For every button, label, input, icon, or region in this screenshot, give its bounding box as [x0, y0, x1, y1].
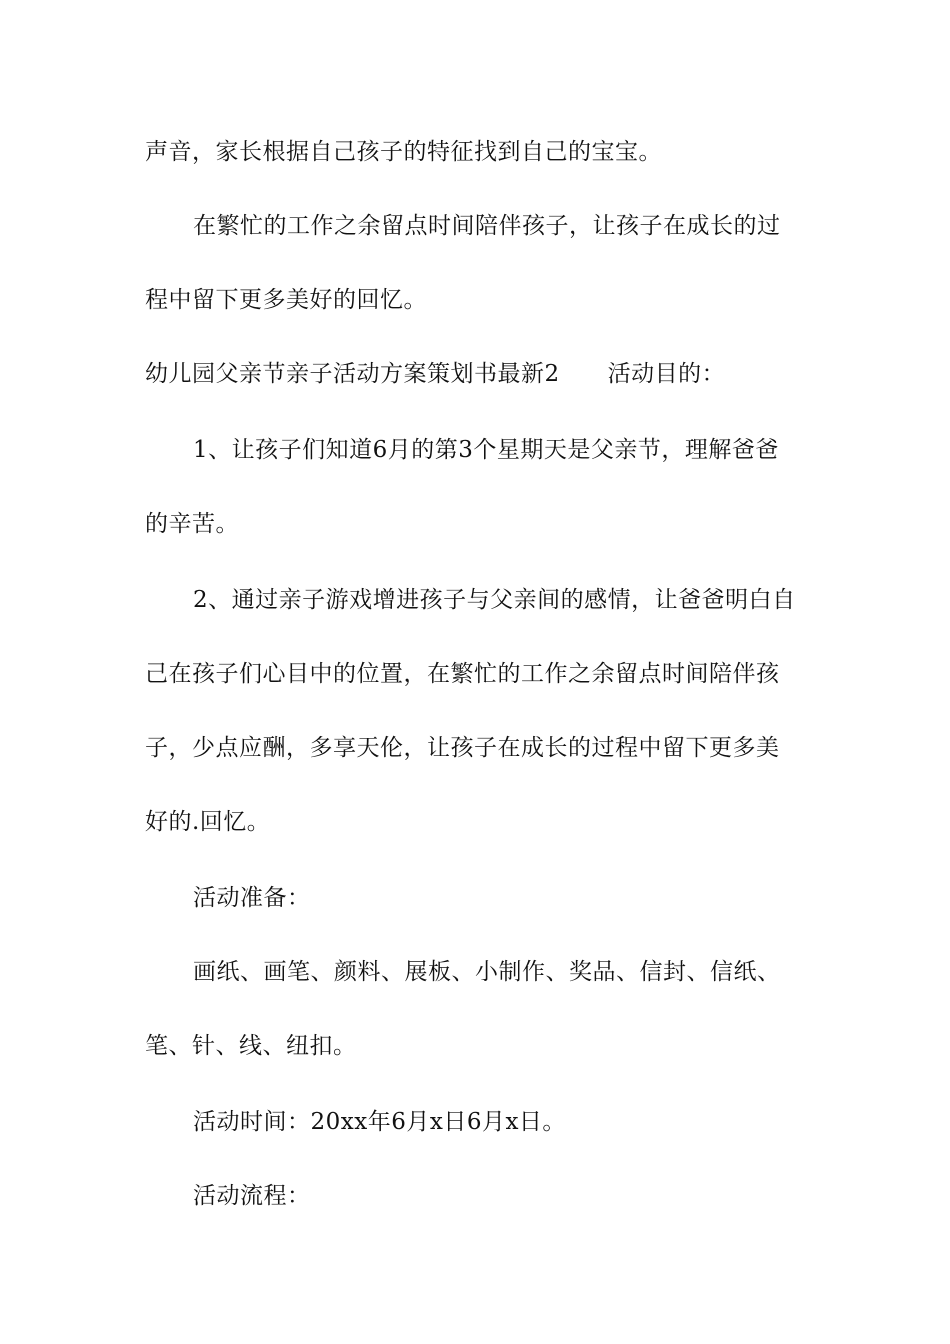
paragraph-line: 在繁忙的工作之余留点时间陪伴孩子，让孩子在成长的过	[193, 213, 781, 239]
list-item-line: 2、通过亲子游戏增进孩子与父亲间的感情，让爸爸明白自	[193, 587, 796, 613]
paragraph-line: 活动时间：20xx年6月x日6月x日。	[193, 1109, 566, 1135]
list-item-line: 子，少点应酬，多享天伦，让孩子在成长的过程中留下更多美	[145, 735, 780, 761]
list-item-line: 己在孩子们心目中的位置，在繁忙的工作之余留点时间陪伴孩	[145, 661, 780, 687]
list-item-line: 的辛苦。	[145, 511, 239, 537]
list-item-line: 1、让孩子们知道6月的第3个星期天是父亲节，理解爸爸	[193, 437, 779, 463]
section-label: 活动流程：	[193, 1183, 311, 1209]
section-subheading: 活动目的：	[607, 361, 726, 387]
section-label: 活动准备：	[193, 885, 311, 911]
section-heading-line	[145, 359, 825, 389]
paragraph-line: 程中留下更多美好的回忆。	[145, 287, 427, 313]
paragraph-line: 声音，家长根据自己孩子的特征找到自己的宝宝。	[145, 139, 662, 165]
paragraph-line: 画纸、画笔、颜料、展板、小制作、奖品、信封、信纸、	[193, 959, 781, 985]
list-item-line: 好的.回忆。	[145, 809, 271, 835]
paragraph-line: 笔、针、线、纽扣。	[145, 1033, 357, 1059]
section-title: 幼儿园父亲节亲子活动方案策划书最新2	[145, 361, 560, 387]
